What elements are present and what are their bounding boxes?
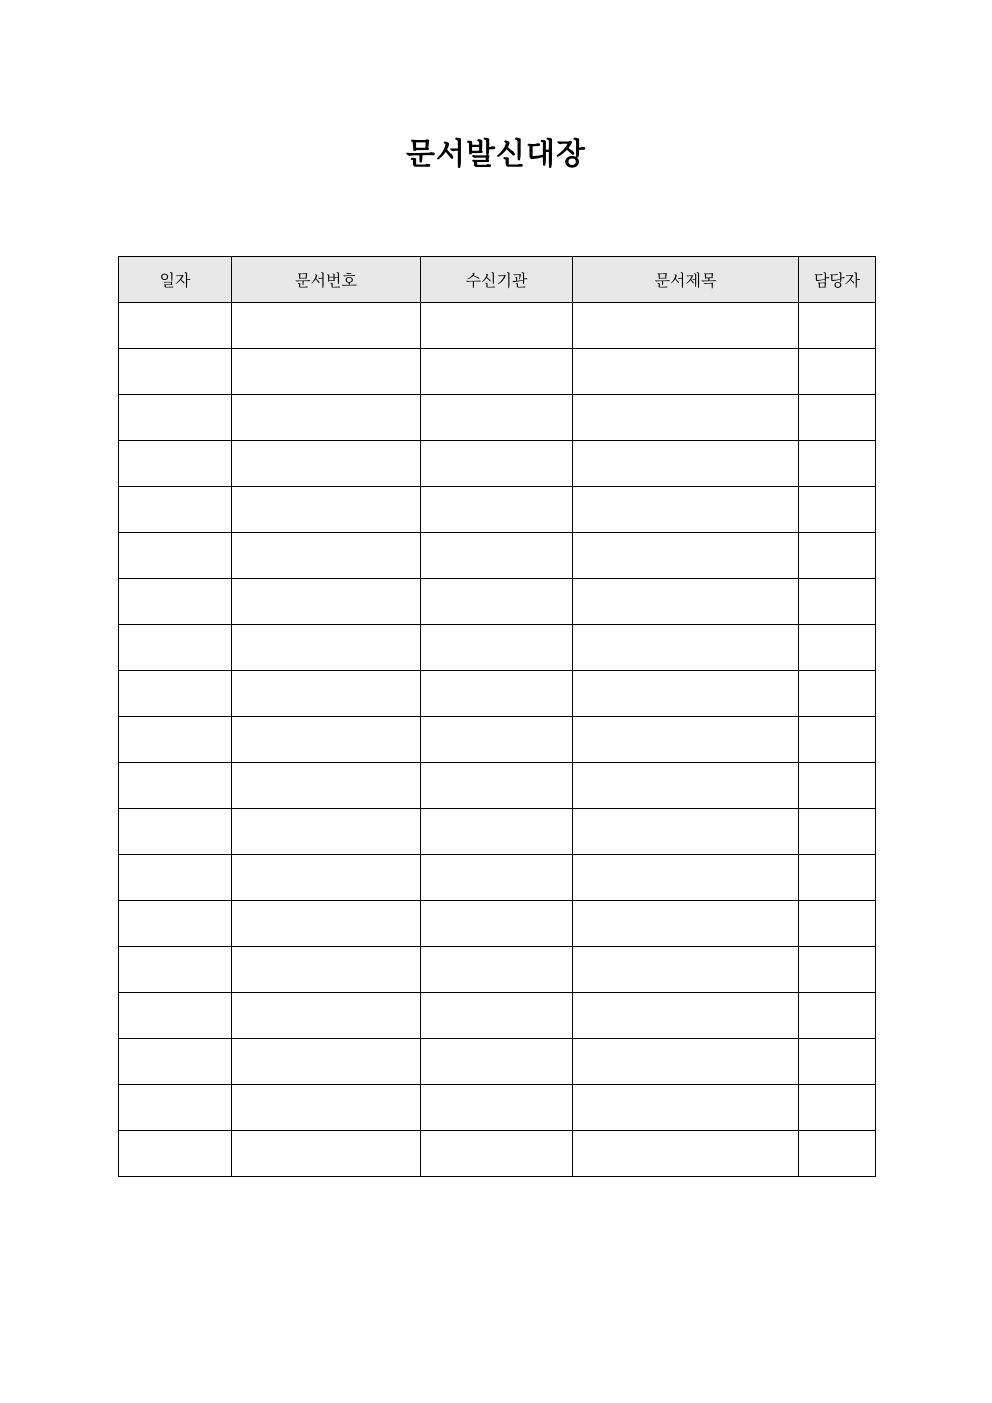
document-title-cell[interactable] <box>573 809 799 855</box>
document-number-cell[interactable] <box>232 1131 421 1177</box>
recipient-organization-cell[interactable] <box>421 487 573 533</box>
recipient-organization-cell[interactable] <box>421 855 573 901</box>
table-body <box>119 303 876 1177</box>
person-in-charge-cell[interactable] <box>799 1131 876 1177</box>
table-row <box>119 441 876 487</box>
person-in-charge-cell[interactable] <box>799 533 876 579</box>
person-in-charge-cell[interactable] <box>799 395 876 441</box>
table-row <box>119 303 876 349</box>
column-header-date: 일자 <box>119 257 232 303</box>
date-cell[interactable] <box>119 487 232 533</box>
document-number-cell[interactable] <box>232 671 421 717</box>
document-title-cell[interactable] <box>573 855 799 901</box>
table-row <box>119 763 876 809</box>
document-number-cell[interactable] <box>232 487 421 533</box>
date-cell[interactable] <box>119 947 232 993</box>
document-number-cell[interactable] <box>232 579 421 625</box>
document-number-cell[interactable] <box>232 395 421 441</box>
table-row <box>119 487 876 533</box>
document-title-cell[interactable] <box>573 625 799 671</box>
document-title-cell[interactable] <box>573 487 799 533</box>
document-title-cell[interactable] <box>573 441 799 487</box>
table-row <box>119 901 876 947</box>
page-title: 문서발신대장 <box>406 137 586 172</box>
date-cell[interactable] <box>119 441 232 487</box>
document-title-cell[interactable] <box>573 947 799 993</box>
recipient-organization-cell[interactable] <box>421 717 573 763</box>
document-number-cell[interactable] <box>232 901 421 947</box>
table-row <box>119 349 876 395</box>
document-number-cell[interactable] <box>232 809 421 855</box>
recipient-organization-cell[interactable] <box>421 901 573 947</box>
date-cell[interactable] <box>119 809 232 855</box>
recipient-organization-cell[interactable] <box>421 809 573 855</box>
document-title-cell[interactable] <box>573 579 799 625</box>
table-row <box>119 1131 876 1177</box>
recipient-organization-cell[interactable] <box>421 947 573 993</box>
document-number-cell[interactable] <box>232 349 421 395</box>
document-title-cell[interactable] <box>573 349 799 395</box>
date-cell[interactable] <box>119 1085 232 1131</box>
document-title-cell[interactable] <box>573 1131 799 1177</box>
column-header-document-title: 문서제목 <box>573 257 799 303</box>
table-row <box>119 395 876 441</box>
date-cell[interactable] <box>119 901 232 947</box>
document-title-cell[interactable] <box>573 671 799 717</box>
person-in-charge-cell[interactable] <box>799 441 876 487</box>
date-cell[interactable] <box>119 1039 232 1085</box>
table-row <box>119 1085 876 1131</box>
person-in-charge-cell[interactable] <box>799 855 876 901</box>
recipient-organization-cell[interactable] <box>421 441 573 487</box>
person-in-charge-cell[interactable] <box>799 487 876 533</box>
person-in-charge-cell[interactable] <box>799 717 876 763</box>
table-row <box>119 579 876 625</box>
document-number-cell[interactable] <box>232 441 421 487</box>
recipient-organization-cell[interactable] <box>421 303 573 349</box>
document-number-cell[interactable] <box>232 533 421 579</box>
table-row <box>119 717 876 763</box>
person-in-charge-cell[interactable] <box>799 1085 876 1131</box>
table-row <box>119 947 876 993</box>
recipient-organization-cell[interactable] <box>421 579 573 625</box>
document-number-cell[interactable] <box>232 947 421 993</box>
date-cell[interactable] <box>119 855 232 901</box>
document-title-cell[interactable] <box>573 1085 799 1131</box>
date-cell[interactable] <box>119 579 232 625</box>
document-number-cell[interactable] <box>232 763 421 809</box>
recipient-organization-cell[interactable] <box>421 993 573 1039</box>
table-header-row <box>119 257 876 303</box>
person-in-charge-cell[interactable] <box>799 303 876 349</box>
person-in-charge-cell[interactable] <box>799 993 876 1039</box>
table-row <box>119 809 876 855</box>
recipient-organization-cell[interactable] <box>421 671 573 717</box>
date-cell[interactable] <box>119 349 232 395</box>
date-cell[interactable] <box>119 395 232 441</box>
column-header-recipient-organization: 수신기관 <box>421 257 573 303</box>
person-in-charge-cell[interactable] <box>799 349 876 395</box>
recipient-organization-cell[interactable] <box>421 533 573 579</box>
recipient-organization-cell[interactable] <box>421 1039 573 1085</box>
date-cell[interactable] <box>119 533 232 579</box>
document-title-cell[interactable] <box>573 901 799 947</box>
person-in-charge-cell[interactable] <box>799 671 876 717</box>
document-number-cell[interactable] <box>232 625 421 671</box>
recipient-organization-cell[interactable] <box>421 395 573 441</box>
date-cell[interactable] <box>119 717 232 763</box>
person-in-charge-cell[interactable] <box>799 1039 876 1085</box>
date-cell[interactable] <box>119 625 232 671</box>
table-row <box>119 671 876 717</box>
person-in-charge-cell[interactable] <box>799 763 876 809</box>
recipient-organization-cell[interactable] <box>421 349 573 395</box>
document-number-cell[interactable] <box>232 1039 421 1085</box>
recipient-organization-cell[interactable] <box>421 763 573 809</box>
document-dispatch-ledger-table <box>118 256 876 1177</box>
document-title-cell[interactable] <box>573 303 799 349</box>
document-title-cell[interactable] <box>573 1039 799 1085</box>
date-cell[interactable] <box>119 763 232 809</box>
document-number-cell[interactable] <box>232 717 421 763</box>
table-row <box>119 533 876 579</box>
recipient-organization-cell[interactable] <box>421 1085 573 1131</box>
document-number-cell[interactable] <box>232 855 421 901</box>
document-title-cell[interactable] <box>573 533 799 579</box>
document-title-cell[interactable] <box>573 763 799 809</box>
table-row <box>119 855 876 901</box>
recipient-organization-cell[interactable] <box>421 625 573 671</box>
document-title-cell[interactable] <box>573 717 799 763</box>
person-in-charge-cell[interactable] <box>799 809 876 855</box>
table-row <box>119 993 876 1039</box>
date-cell[interactable] <box>119 1131 232 1177</box>
column-header-person-in-charge: 담당자 <box>799 257 876 303</box>
date-cell[interactable] <box>119 303 232 349</box>
person-in-charge-cell[interactable] <box>799 901 876 947</box>
document-number-cell[interactable] <box>232 993 421 1039</box>
document-title-cell[interactable] <box>573 395 799 441</box>
person-in-charge-cell[interactable] <box>799 947 876 993</box>
column-header-document-number: 문서번호 <box>232 257 421 303</box>
table-row <box>119 625 876 671</box>
person-in-charge-cell[interactable] <box>799 579 876 625</box>
table-row <box>119 1039 876 1085</box>
date-cell[interactable] <box>119 993 232 1039</box>
date-cell[interactable] <box>119 671 232 717</box>
document-title-cell[interactable] <box>573 993 799 1039</box>
document-number-cell[interactable] <box>232 1085 421 1131</box>
recipient-organization-cell[interactable] <box>421 1131 573 1177</box>
document-number-cell[interactable] <box>232 303 421 349</box>
person-in-charge-cell[interactable] <box>799 625 876 671</box>
